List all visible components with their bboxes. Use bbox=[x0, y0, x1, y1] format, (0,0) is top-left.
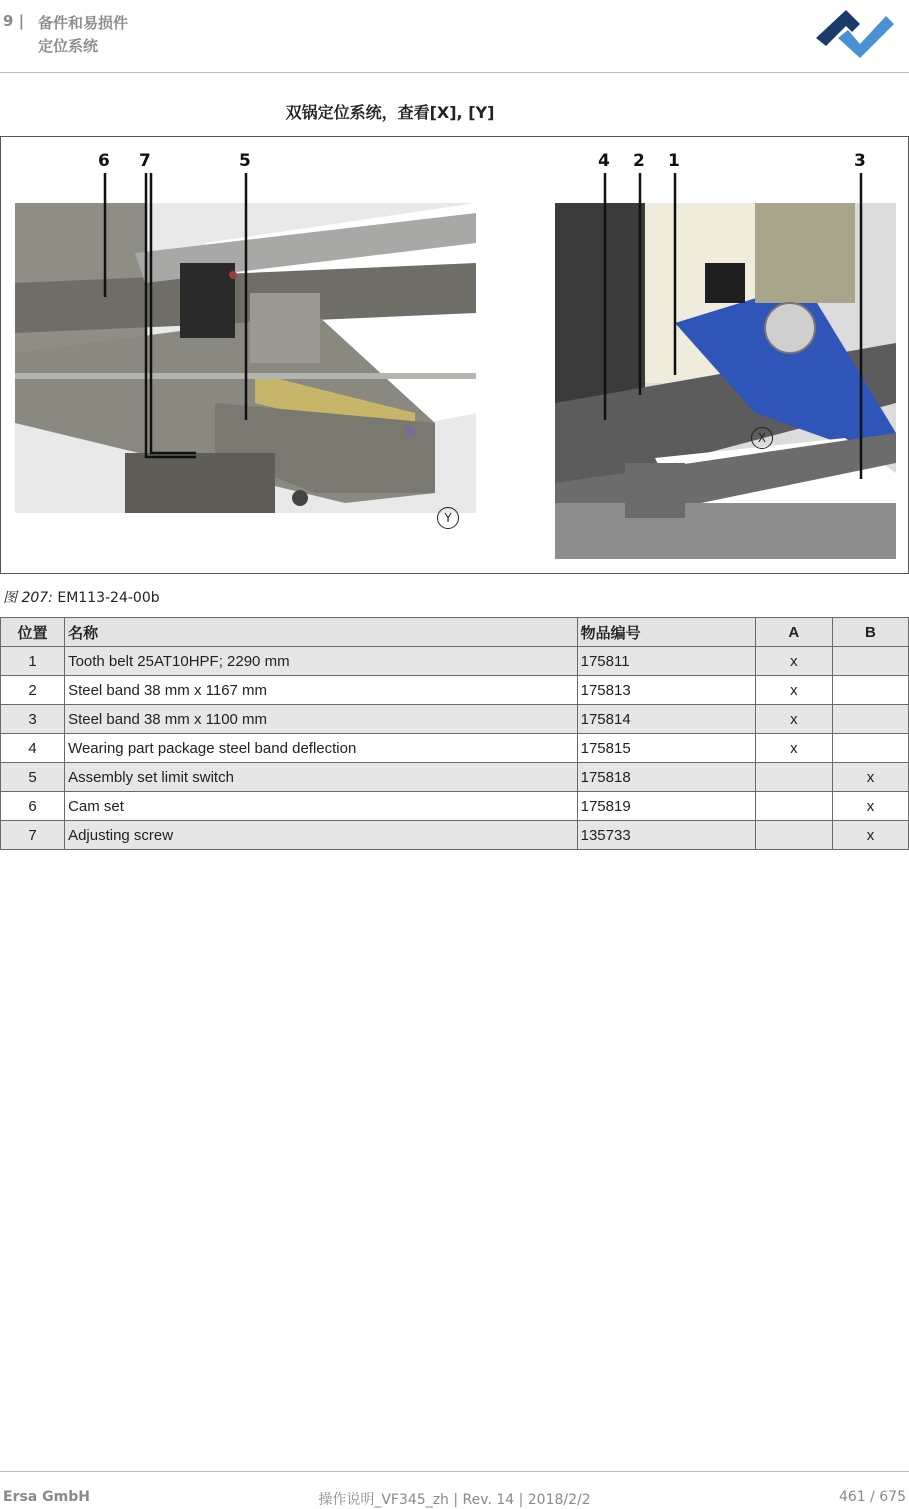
cell-a bbox=[755, 792, 832, 821]
cell-pos: 2 bbox=[1, 676, 65, 705]
cell-name: Steel band 38 mm x 1100 mm bbox=[65, 705, 578, 734]
cell-pos: 5 bbox=[1, 763, 65, 792]
callout-1: 1 bbox=[668, 151, 680, 171]
footer-company: Ersa GmbH bbox=[3, 1489, 90, 1505]
chapter-title bbox=[38, 12, 128, 58]
caption-label: 图 207: bbox=[3, 590, 53, 606]
table-row bbox=[1, 647, 909, 676]
table-row bbox=[1, 734, 909, 763]
figure-box bbox=[0, 136, 909, 574]
header-rule bbox=[0, 72, 909, 73]
cell-pos: 7 bbox=[1, 821, 65, 850]
cell-b bbox=[832, 734, 908, 763]
callout-6: 6 bbox=[98, 151, 110, 171]
chapter-title-line1: 备件和易损件 bbox=[38, 14, 129, 32]
figure-title: 双锅定位系统，查看[X], [Y] bbox=[285, 103, 495, 122]
cell-part-no: 135733 bbox=[577, 821, 755, 850]
cell-name: Tooth belt 25AT10HPF; 2290 mm bbox=[65, 647, 578, 676]
cell-part-no: 175819 bbox=[577, 792, 755, 821]
cell-part-no: 175814 bbox=[577, 705, 755, 734]
table-row bbox=[1, 792, 909, 821]
cell-b bbox=[832, 705, 908, 734]
parts-table bbox=[0, 617, 909, 850]
cell-b: x bbox=[832, 792, 908, 821]
cell-b: x bbox=[832, 821, 908, 850]
table-row bbox=[1, 705, 909, 734]
cell-name: Assembly set limit switch bbox=[65, 763, 578, 792]
page-header bbox=[0, 0, 909, 72]
cell-b bbox=[832, 647, 908, 676]
cell-pos: 3 bbox=[1, 705, 65, 734]
callout-7: 7 bbox=[139, 151, 151, 171]
cell-part-no: 175815 bbox=[577, 734, 755, 763]
header-a: A bbox=[755, 618, 832, 647]
callout-3: 3 bbox=[854, 151, 866, 171]
chapter-title-line2: 定位系统 bbox=[38, 37, 99, 55]
figure-caption bbox=[3, 587, 160, 607]
cell-pos: 1 bbox=[1, 647, 65, 676]
callout-4: 4 bbox=[598, 151, 610, 171]
chapter-number: 9 | bbox=[3, 12, 25, 30]
cell-name: Steel band 38 mm x 1167 mm bbox=[65, 676, 578, 705]
header-b: B bbox=[832, 618, 908, 647]
table-row bbox=[1, 763, 909, 792]
cell-part-no: 175811 bbox=[577, 647, 755, 676]
cell-b bbox=[832, 676, 908, 705]
footer-doc-info: 操作说明_VF345_zh | Rev. 14 | 2018/2/2 bbox=[318, 1492, 591, 1508]
cell-a: x bbox=[755, 734, 832, 763]
table-header-row bbox=[1, 618, 909, 647]
cell-name: Adjusting screw bbox=[65, 821, 578, 850]
leader-lines bbox=[1, 137, 908, 573]
cell-part-no: 175818 bbox=[577, 763, 755, 792]
header-part-no: 物品编号 bbox=[577, 618, 755, 647]
callout-5: 5 bbox=[239, 151, 251, 171]
cell-a: x bbox=[755, 676, 832, 705]
view-marker-y: Y bbox=[437, 507, 459, 529]
cell-part-no: 175813 bbox=[577, 676, 755, 705]
cell-a: x bbox=[755, 705, 832, 734]
view-marker-x: X bbox=[751, 427, 773, 449]
cell-a bbox=[755, 821, 832, 850]
header-name: 名称 bbox=[65, 618, 578, 647]
table-row bbox=[1, 821, 909, 850]
footer-page-number: 461 / 675 bbox=[838, 1489, 906, 1505]
table-row bbox=[1, 676, 909, 705]
ersa-logo bbox=[812, 4, 896, 60]
cell-a: x bbox=[755, 647, 832, 676]
cell-a bbox=[755, 763, 832, 792]
cell-name: Cam set bbox=[65, 792, 578, 821]
cell-b: x bbox=[832, 763, 908, 792]
cell-pos: 4 bbox=[1, 734, 65, 763]
callout-2: 2 bbox=[633, 151, 645, 171]
cell-name: Wearing part package steel band deflection bbox=[65, 734, 578, 763]
caption-id: EM113-24-00b bbox=[57, 590, 160, 606]
cell-pos: 6 bbox=[1, 792, 65, 821]
header-pos: 位置 bbox=[1, 618, 65, 647]
footer-rule bbox=[0, 1471, 909, 1472]
